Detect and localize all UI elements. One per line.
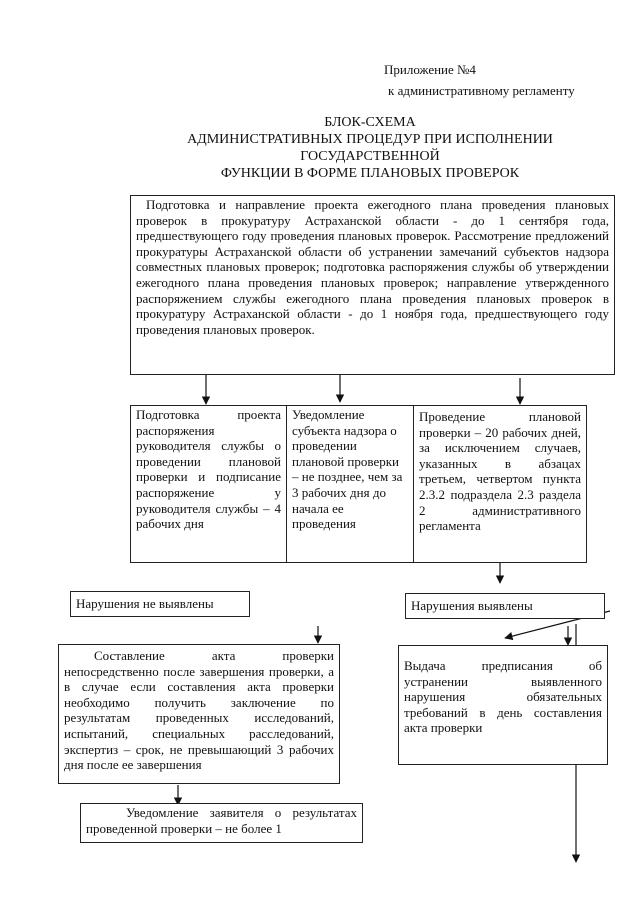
applicant-notice-box [80, 803, 363, 843]
inspection-act-text: Составление акта проверки непосредственно после завершения проверки, а в случае если составления акта проверки необходимо получить заключение по результатам проведенных исследований, испытаний, специальных расследований, экспертиз – срок, не превышающий 3 рабочих дня после ее завершения [64, 648, 334, 773]
title-line-4: ФУНКЦИИ В ФОРМЕ ПЛАНОВЫХ ПРОВЕРОК [220, 166, 520, 181]
appendix-number: Приложение №4 [384, 62, 476, 77]
order-preparation-box [130, 405, 287, 563]
title-line-1: БЛОК-СХЕМА [324, 115, 416, 130]
title-line-2: АДМИНИСТРАТИВНЫХ ПРОЦЕДУР ПРИ ИСПОЛНЕНИИ [187, 132, 553, 147]
plan-preparation-box [130, 195, 615, 375]
no-violations-box [70, 591, 250, 617]
subject-notice-box [286, 405, 414, 563]
prescription-box [398, 645, 608, 765]
no-violations-text: Нарушения не выявлены [76, 596, 214, 611]
violations-found-box [405, 593, 605, 619]
title-line-3: ГОСУДАРСТВЕННОЙ [300, 149, 440, 164]
inspection-conduct-box [413, 405, 587, 563]
order-preparation-text: Подготовка проекта распоряжения руководителя службы о проведении плановой проверки и подписание распоряжение у руководителя службы – 4 рабочих дня [136, 407, 281, 532]
inspection-act-box [58, 644, 340, 784]
plan-preparation-text: Подготовка и направление проекта ежегодного плана проведения плановых проверок в прокуратуру Астраханской области - до 1 сентября года, предшествующего году проведения плановых проверок. Рассмотрение предложений прокуратуры Астраханской области об устранении замечаний субъектов надзора совместных плановых проверок; подготовка распоряжения службы об утверждении ежегодного плана проведения плановых проверок; направление утвержденного распоряжением службы ежегодного плана проведения плановых проверок в прокуратуру Астраханской области - до 1 ноября года, предшествующего году проведения плановых проверок. [136, 197, 609, 337]
inspection-conduct-text: Проведение плановой проверки – 20 рабочих дней, за исключением случаев, указанных в абзацах третьем, четвертом пункта 2.3.2 подраздела 2.3 раздела 2 административного регламента [419, 409, 581, 534]
prescription-text: Выдача предписания об устранении выявленного нарушения обязательных требований в день составления акта проверки [404, 658, 602, 736]
violations-found-text: Нарушения выявлены [411, 598, 533, 613]
applicant-notice-text: Уведомление заявителя о результатах проведенной проверки – не более 1 [86, 805, 357, 836]
regulation-reference: к административному регламенту [388, 83, 575, 98]
subject-notice-text: Уведомление субъекта надзора о проведении плановой проверки – не позднее, чем за 3 рабочих дня до начала ее проведения [292, 407, 403, 532]
